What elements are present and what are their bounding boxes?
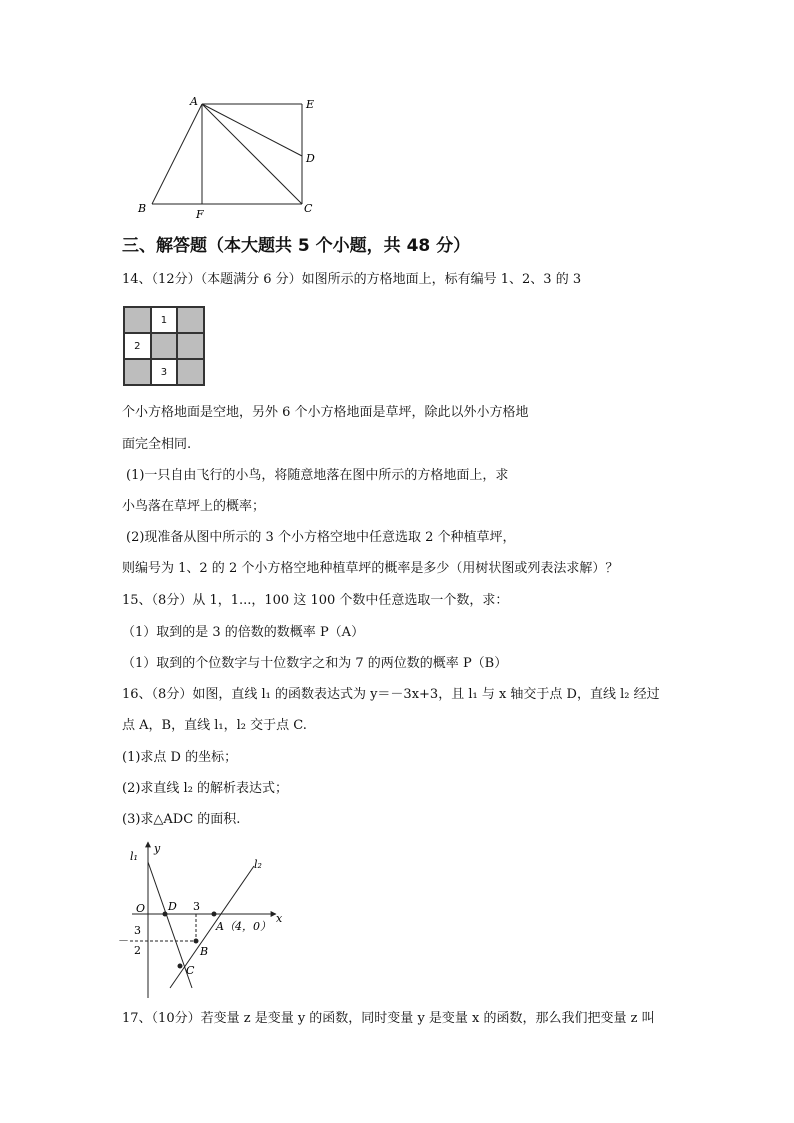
label-E: E [306, 98, 315, 111]
q15-line3: （1）取到的个位数字与十位数字之和为 7 的两位数的概率 P（B） [122, 656, 508, 671]
q17-line1: 17、（10分）若变量 z 是变量 y 的函数，同时变量 y 是变量 x 的函数，那么我们把变量 z 叫 [122, 1011, 655, 1026]
grid-cell: 2 [124, 333, 151, 359]
grid-cell: 1 [151, 307, 178, 333]
label-l2: l₂ [254, 858, 262, 871]
q14-line6: (2)现准备从图中所示的 3 个小方格空地中任意选取 2 个种植草坪， [126, 530, 516, 545]
label-F: F [196, 208, 204, 221]
label-x: x [276, 912, 283, 925]
label-C: C [304, 202, 313, 215]
label-O: O [136, 902, 146, 915]
label-A: A（4，0） [216, 920, 271, 933]
q16-line3: (1)求点 D 的坐标； [122, 750, 238, 765]
label-B: B [138, 202, 147, 215]
label-frac-den: 2 [134, 944, 141, 957]
label-frac-num: 3 [134, 924, 141, 937]
grid-cell [124, 307, 151, 333]
label-D: D [168, 900, 177, 913]
q16-line4: (2)求直线 l₂ 的解析表达式； [122, 781, 289, 796]
q15-line2: （1）取到的是 3 的倍数的数概率 P（A） [122, 625, 365, 640]
label-D: D [306, 152, 315, 165]
q16-line1: 16、（8分）如图，直线 l₁ 的函数表达式为 y＝－3x+3，且 l₁ 与 x 轴交于点 D，直线 l₂ 经过 [122, 687, 660, 702]
q14-line5: 小鸟落在草坪上的概率； [122, 499, 266, 514]
grid-cell [177, 333, 204, 359]
q14-line2: 个小方格地面是空地，另外 6 个小方格地面是草坪，除此以外小方格地 [122, 405, 529, 420]
grid-cell [177, 307, 204, 333]
q14-line3: 面完全相同. [122, 437, 192, 452]
grid-cell [177, 359, 204, 385]
q14-line1: 14、（12分）（本题满分 6 分）如图所示的方格地面上，标有编号 1、2、3 的 3 [122, 272, 582, 287]
section-title: 三、解答题（本大题共 5 个小题，共 48 分） [122, 236, 471, 256]
q14-line7: 则编号为 1、2 的 2 个小方格空地种植草坪的概率是多少（用树状图或列表法求解）？ [122, 561, 619, 576]
q15-line1: 15、（8分）从 1，1...，100 这 100 个数中任意选取一个数，求： [122, 593, 509, 608]
coordinate-graph [118, 838, 298, 1003]
label-B: B [200, 945, 209, 958]
label-neg: － [118, 934, 129, 947]
q16-line5: (3)求△ADC 的面积. [122, 812, 241, 827]
tile-grid [123, 306, 205, 386]
q16-line2: 点 A，B，直线 l₁，l₂ 交于点 C. [122, 718, 307, 733]
label-A: A [190, 95, 198, 108]
q14-line4: (1)一只自由飞行的小鸟，将随意地落在图中所示的方格地面上，求 [126, 468, 509, 483]
geometry-figure [130, 92, 330, 222]
grid-cell [151, 333, 178, 359]
label-l1: l₁ [130, 850, 138, 863]
label-C: C [186, 964, 195, 977]
grid-cell [124, 359, 151, 385]
grid-cell: 3 [151, 359, 178, 385]
label-3: 3 [193, 900, 200, 913]
label-y: y [154, 842, 161, 855]
